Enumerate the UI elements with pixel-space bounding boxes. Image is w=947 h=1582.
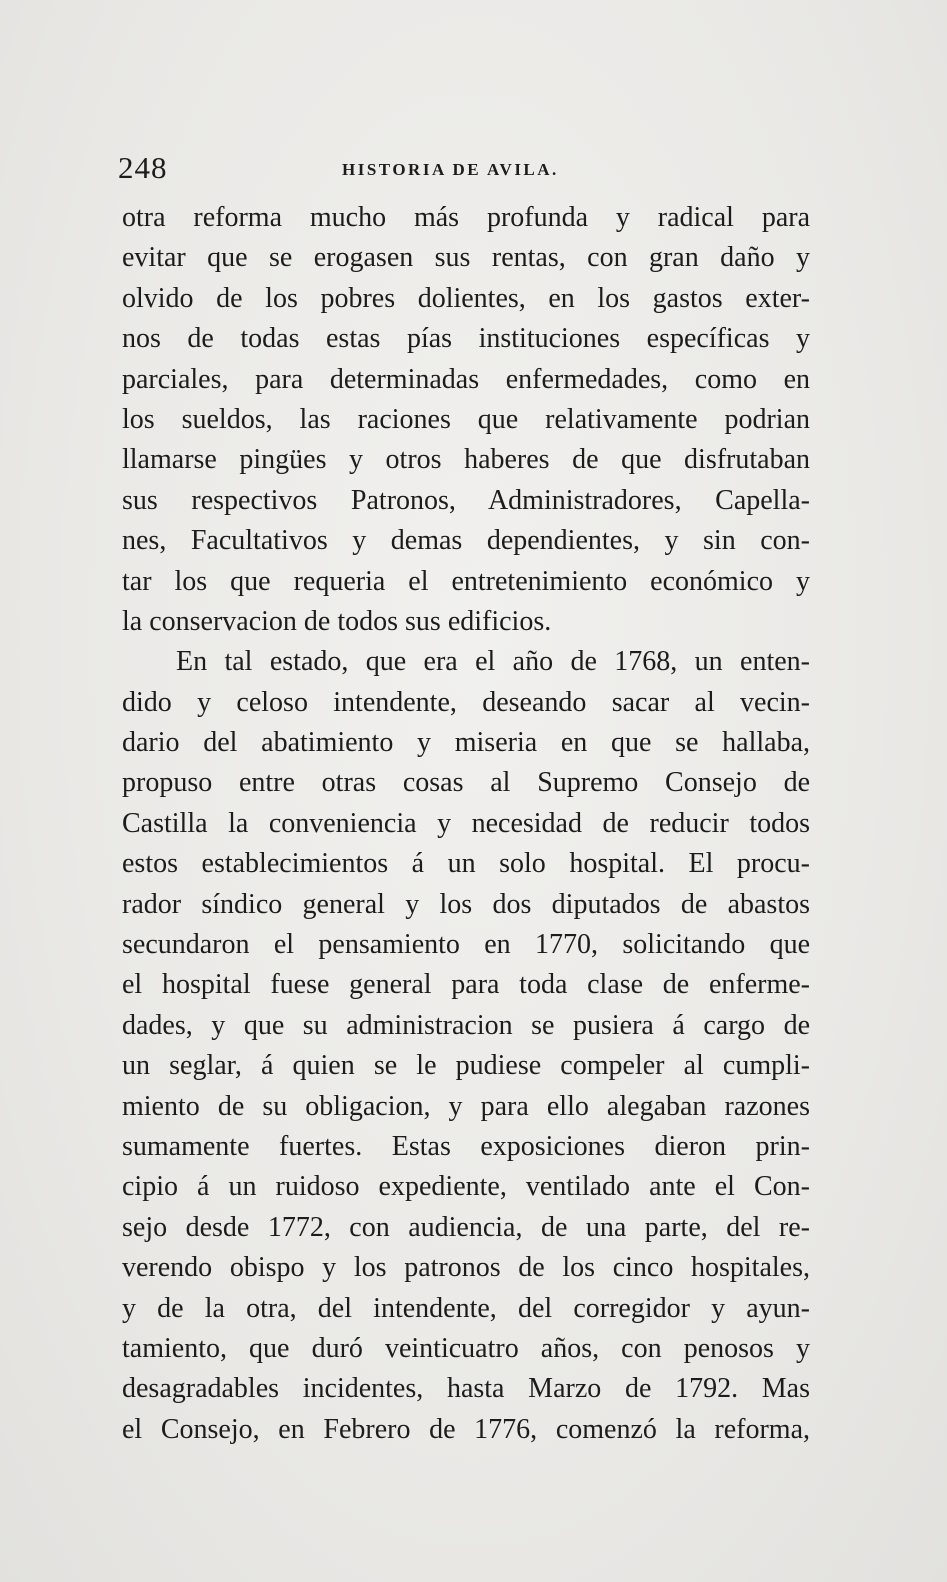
- text-line: el Consejo, en Febrero de 1776, comenzó la reforma,: [122, 1413, 810, 1445]
- text-line: cipio á un ruidoso expediente, ventilado ante el Con-: [122, 1171, 810, 1203]
- running-head: [118, 150, 818, 190]
- running-title: HISTORIA DE AVILA.: [342, 160, 559, 179]
- text-line: desagradables incidentes, hasta Marzo de 1792. Mas: [122, 1373, 810, 1405]
- text-line: rador síndico general y los dos diputados de abastos: [122, 888, 810, 920]
- text-line: dades, y que su administracion se pusiera á cargo de: [122, 1009, 810, 1041]
- text-line: dario del abatimiento y miseria en que se hallaba,: [122, 727, 810, 759]
- text-line: olvido de los pobres dolientes, en los gastos exter-: [122, 282, 810, 314]
- text-line: tar los que requeria el entretenimiento económico y: [122, 565, 810, 597]
- text-line: tamiento, que duró veinticuatro años, con penosos y: [122, 1332, 810, 1364]
- text-line: llamarse pingües y otros haberes de que disfrutaban: [122, 444, 810, 476]
- text-line: secundaron el pensamiento en 1770, solicitando que: [122, 929, 810, 961]
- text-line: otra reforma mucho más profunda y radical para: [122, 202, 810, 233]
- text-line: miento de su obligacion, y para ello alegaban razones: [122, 1090, 810, 1122]
- page-number: 248: [118, 150, 168, 185]
- text-line: dido y celoso intendente, deseando sacar al vecin-: [122, 686, 810, 718]
- text-line: los sueldos, las raciones que relativamente podrian: [122, 403, 810, 435]
- paragraph-last-line: la conservacion de todos sus edificios.: [122, 605, 552, 637]
- text-line: un seglar, á quien se le pudiese compeler al cumpli-: [122, 1050, 810, 1082]
- text-line: el hospital fuese general para toda clase de enferme-: [122, 969, 810, 1001]
- text-line: nos de todas estas pías instituciones específicas y: [122, 323, 810, 355]
- text-line: estos establecimientos á un solo hospital. El procu-: [122, 848, 810, 880]
- text-line: y de la otra, del intendente, del corregidor y ayun-: [122, 1292, 810, 1324]
- body-text: [122, 198, 810, 1450]
- text-line: sus respectivos Patronos, Administradores, Capella-: [122, 484, 810, 516]
- text-line: parciales, para determinadas enfermedades, como en: [122, 363, 810, 395]
- text-line: Castilla la conveniencia y necesidad de reducir todos: [122, 807, 810, 839]
- text-line: sejo desde 1772, con audiencia, de una parte, del re-: [122, 1211, 810, 1243]
- paragraph-first-line: En tal estado, que era el año de 1768, un enten-: [176, 646, 810, 678]
- text-line: nes, Facultativos y demas dependientes, y sin con-: [122, 525, 810, 557]
- text-line: sumamente fuertes. Estas exposiciones dieron prin-: [122, 1130, 810, 1162]
- text-line: propuso entre otras cosas al Supremo Consejo de: [122, 767, 810, 799]
- text-line: verendo obispo y los patronos de los cinco hospitales,: [122, 1252, 810, 1284]
- text-line: evitar que se erogasen sus rentas, con gran daño y: [122, 242, 810, 274]
